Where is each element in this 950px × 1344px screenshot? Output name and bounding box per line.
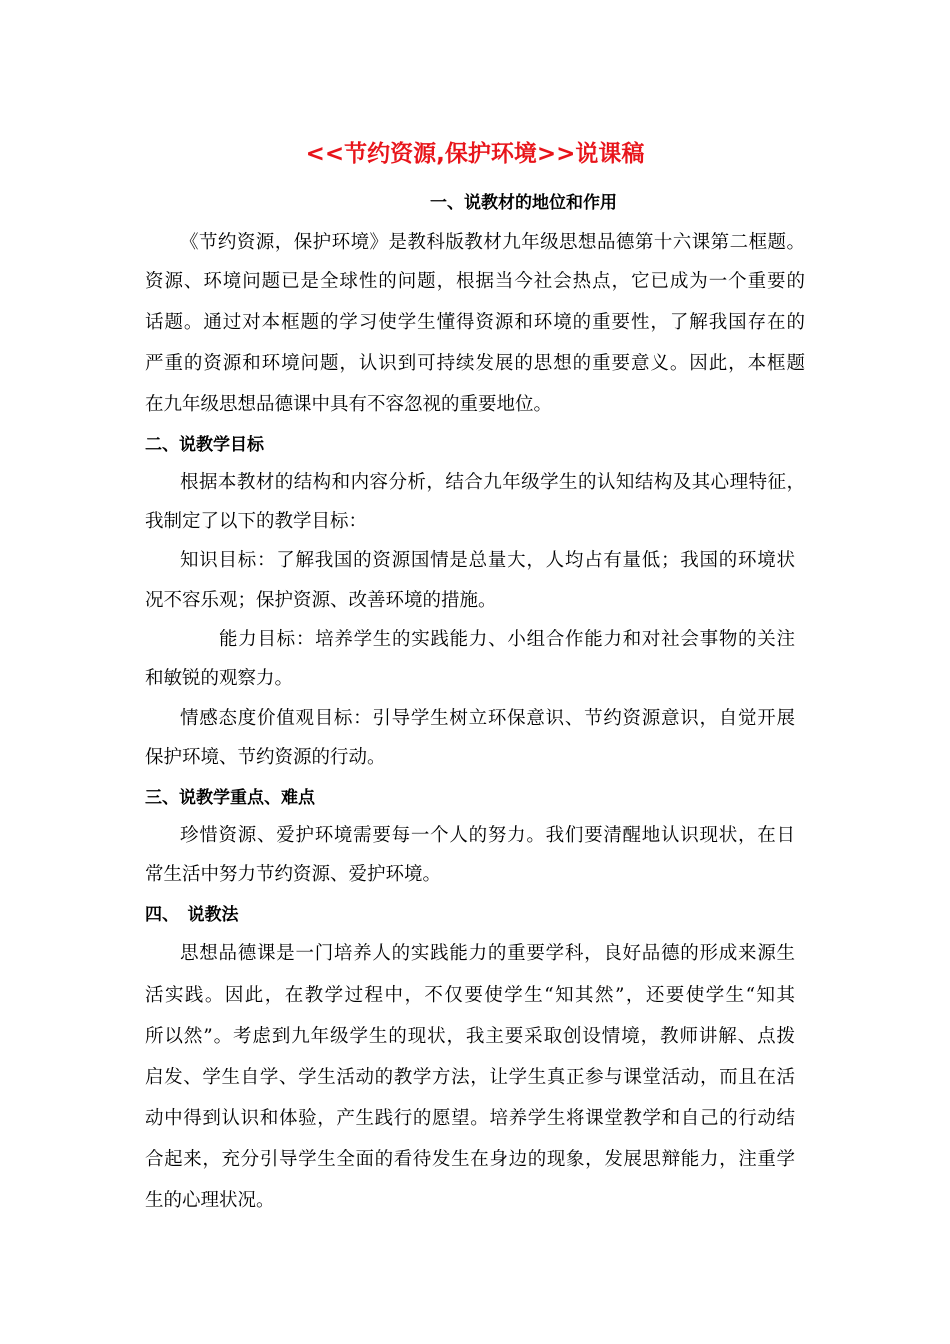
section-1-heading: 一、说教材的地位和作用 xyxy=(430,193,617,213)
section-4-line: 思想品德课是一门培养人的实践能力的重要学科，良好品德的形成来源生 xyxy=(180,943,795,964)
section-2-line: 根据本教材的结构和内容分析，结合九年级学生的认知结构及其心理特征， xyxy=(180,472,805,493)
section-4-heading: 四、 说教法 xyxy=(145,905,239,925)
section-4-line: 生的心理状况。 xyxy=(145,1190,275,1211)
section-2-line: 我制定了以下的教学目标： xyxy=(145,511,368,532)
section-2-line: 知识目标：了解我国的资源国情是总量大，人均占有量低；我国的环境状 xyxy=(180,550,795,571)
section-1-line: 严重的资源和环境问题，认识到可持续发展的思想的重要意义。因此，本框题 xyxy=(145,353,805,374)
section-1-line: 话题。通过对本框题的学习使学生懂得资源和环境的重要性，了解我国存在的 xyxy=(145,312,805,333)
section-2-heading: 二、说教学目标 xyxy=(145,435,264,455)
section-1-line: 在九年级思想品德课中具有不容忽视的重要地位。 xyxy=(145,394,553,415)
section-2-line: 能力目标：培养学生的实践能力、小组合作能力和对社会事物的关注 xyxy=(219,629,795,650)
section-4-line: 所以然”。考虑到九年级学生的现状，我主要采取创设情境，教师讲解、点拨 xyxy=(145,1026,795,1047)
section-2-line: 保护环境、节约资源的行动。 xyxy=(145,747,386,768)
section-1-line: 资源、环境问题已是全球性的问题，根据当今社会热点，它已成为一个重要的 xyxy=(145,271,805,292)
section-4-line: 合起来，充分引导学生全面的看待发生在身边的现象，发展思辩能力，注重学 xyxy=(145,1149,795,1170)
section-4-line: 启发、学生自学、学生活动的教学方法，让学生真正参与课堂活动，而且在活 xyxy=(145,1067,795,1088)
section-4-line: 动中得到认识和体验，产生践行的愿望。培养学生将课堂教学和自己的行动结 xyxy=(145,1108,795,1129)
section-3-heading: 三、说教学重点、难点 xyxy=(145,788,315,808)
document-title: <<节约资源,保护环境>>说课稿 xyxy=(305,141,645,167)
section-3-line: 珍惜资源、爱护环境需要每一个人的努力。我们要清醒地认识现状，在日 xyxy=(180,825,795,846)
section-2-line: 和敏锐的观察力。 xyxy=(145,668,294,689)
section-4-line: 活实践。因此，在教学过程中，不仅要使学生“知其然”，还要使学生“知其 xyxy=(145,985,795,1006)
section-3-line: 常生活中努力节约资源、爱护环境。 xyxy=(145,864,442,885)
section-2-line: 情感态度价值观目标：引导学生树立环保意识、节约资源意识，自觉开展 xyxy=(180,708,795,729)
section-2-line: 况不容乐观；保护资源、改善环境的措施。 xyxy=(145,590,497,611)
section-1-line: 《节约资源，保护环境》是教科版教材九年级思想品德第十六课第二框题。 xyxy=(180,232,805,253)
